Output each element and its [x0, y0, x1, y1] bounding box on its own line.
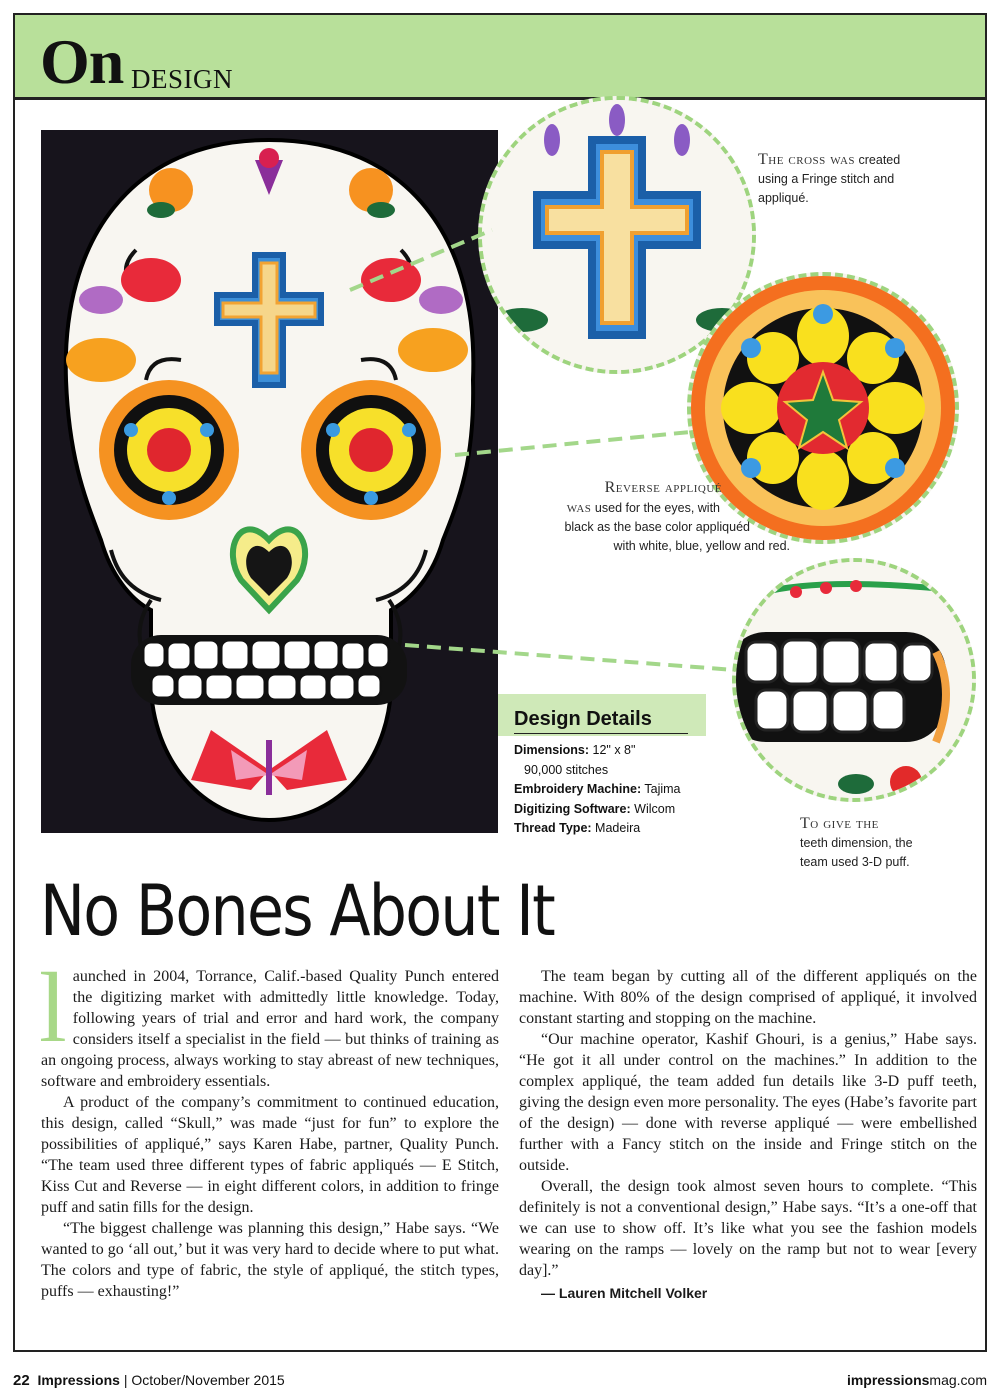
footer-issue: | October/November 2015 [123, 1372, 285, 1388]
article-column-left [39, 952, 499, 1302]
header-on: On [40, 26, 124, 97]
design-details-header [498, 694, 706, 736]
header-section: DESIGN [131, 64, 233, 94]
footer-right [847, 1372, 987, 1388]
teeth-callout-text2: team used 3-D puff. [800, 855, 910, 869]
eye-callout-lead1: Reverse appliqué [604, 479, 722, 496]
design-details-body [498, 736, 706, 839]
footer-left [13, 1372, 285, 1389]
eye-callout-lead2: was [566, 499, 592, 516]
design-details-box [498, 694, 706, 844]
dimensions-label: Dimensions: [514, 743, 590, 757]
article-paragraph-1 [39, 952, 499, 1092]
article-byline: — Lauren Mitchell Volker [541, 1285, 708, 1301]
thread-value: Madeira [595, 821, 641, 835]
eye-callout-text1: used for the eyes, with [594, 501, 720, 515]
teeth-callout-text1: teeth dimension, the [800, 836, 913, 850]
cross-callout-text1: created [858, 153, 901, 167]
teeth-callout [800, 814, 980, 872]
design-details-title: Design Details [514, 708, 652, 730]
footer-magazine: Impressions [37, 1372, 120, 1388]
software-value: Wilcom [634, 801, 676, 816]
stitch-count: 90,000 stitches [524, 762, 609, 777]
article-headline: No Bones About It [40, 870, 555, 952]
cross-callout [758, 150, 978, 208]
article-paragraph-5: “Our machine operator, Kashif Ghouri, is a genius,” Habe says. “He got it all under control on the machines.” In addition to the complex appliqué, the team added fun details like 3-D puff teeth, giving the design even more personality. The eyes (Habe’s favorite part of the design) — done with reverse appliqué — were embellished further with a Fancy stitch on the inside and Fringe stitch on the outside. [519, 1031, 977, 1174]
thread-label: Thread Type: [514, 821, 592, 835]
eye-callout-text3: with white, blue, yellow and red. [613, 539, 790, 553]
eye-callout-text2: black as the base color appliquéd [564, 520, 750, 534]
article-column-right [519, 966, 977, 1304]
cross-callout-lead: The cross was [758, 151, 856, 168]
eye-callout [520, 478, 790, 556]
cross-callout-text3: appliqué. [758, 191, 809, 205]
software-label: Digitizing Software: [514, 801, 631, 816]
footer-site-bold: impressions [846, 1372, 930, 1388]
article-paragraph-6: Overall, the design took almost seven hours to complete. “This definitely is not a conventional design,” Habe says. “It’s a one-off that we can use to show off. It’s like what you see the fashion models wearing on the ramps — lovely on the ramp but not to wear [every day].” [519, 1178, 977, 1279]
design-details-rule [514, 733, 688, 734]
article-paragraph-3: “The biggest challenge was planning this design,” Habe says. “We wanted to go ‘all out,’ but it was very hard to decide where to put what. The colors and type of fabric, the style of appliqué, the stitch types, puffs — exhausting!” [41, 1220, 499, 1300]
article-paragraph-1-text: aunched in 2004, Torrance, Calif.-based Quality Punch entered the digitizing market with admittedly little knowledge. Today, following years of trial and error and hard work, the company considers itself a specialist in the field — but thinks of training as an ongoing process, always working to stay abreast of new techniques, software and embroidery essentials. [41, 968, 499, 1090]
dimensions-value: 12" x 8" [592, 743, 636, 757]
page-number: 22 [13, 1372, 30, 1389]
machine-label: Embroidery Machine: [514, 782, 642, 796]
teeth-callout-lead: To give the [800, 815, 879, 832]
cross-callout-text2: using a Fringe stitch and [758, 172, 895, 186]
article-paragraph-2: A product of the company’s commitment to continued education, this design, called “Skull,” was made “just for fun” to explore the possibilities of appliqué,” says Karen Habe, partner, Quality Punch. “The team used three different types of fabric appliqués — E Stitch, Kiss Cut and Reverse — in eight different colors, in addition to fringe puff and satin fills for the design. [41, 1094, 499, 1216]
machine-value: Tajima [644, 782, 681, 796]
footer-site-rest: mag.com [929, 1372, 987, 1388]
drop-cap: l [39, 952, 67, 1063]
article-paragraph-4: The team began by cutting all of the different appliqués on the machine. With 80% of the design comprised of appliqué, it involved constant starting and stopping on the machine. [519, 968, 977, 1027]
